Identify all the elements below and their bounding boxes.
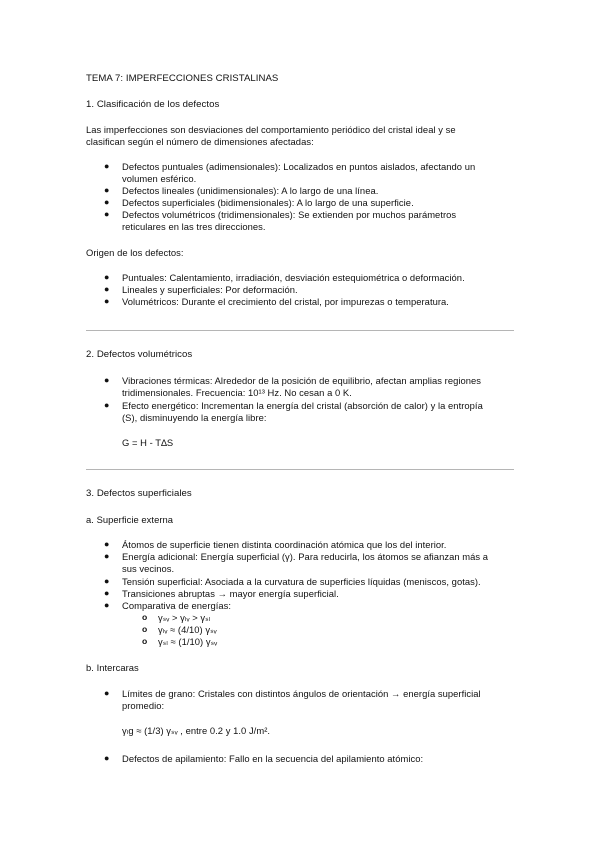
list-item: Átomos de superficie tienen distinta coordinación atómica que los del interior. xyxy=(122,539,447,550)
list-item: Defectos volumétricos (tridimensionales): Se extienden por muchos parámetros xyxy=(122,209,457,220)
bullet-icon: ● xyxy=(104,688,110,698)
sub-bullet-icon: o xyxy=(142,612,148,622)
bullet-icon: ● xyxy=(104,753,110,763)
subsection-a-label: a. Superficie externa xyxy=(86,514,174,525)
origin-label: Origen de los defectos: xyxy=(86,247,184,258)
list-item-continuation: promedio: xyxy=(122,700,165,711)
list-item-continuation: volumen esférico. xyxy=(122,173,197,184)
list-item: Límites de grano: Cristales con distintos ángulos de orientación → energía superficial xyxy=(122,688,481,699)
list-item-continuation: tridimensionales. Frecuencia: 10¹³ Hz. No cesan a 0 K. xyxy=(122,387,352,398)
list-item: Vibraciones térmicas: Alrededor de la posición de equilibrio, afectan amplias regiones xyxy=(122,375,482,386)
gibbs-formula: G = H - T∆S xyxy=(122,437,174,448)
bullet-icon: ● xyxy=(104,272,110,282)
list-item: Transiciones abruptas → mayor energía superficial. xyxy=(122,588,339,599)
list-item: Defectos superficiales (bidimensionales): A lo largo de una superficie. xyxy=(122,197,414,208)
document-title: TEMA 7: IMPERFECCIONES CRISTALINAS xyxy=(86,73,279,84)
list-item-continuation: (S), disminuyendo la energía libre: xyxy=(122,412,267,423)
section-2-heading: 2. Defectos volumétricos xyxy=(86,349,193,360)
energy-comparison: γₛₗ ≈ (1/10) γₛᵥ xyxy=(158,636,218,647)
bullet-icon: ● xyxy=(104,209,110,219)
energy-comparison: γₗᵥ ≈ (4/10) γₛᵥ xyxy=(158,624,217,635)
bullet-icon: ● xyxy=(104,588,110,598)
section-1-intro-line-1: Las imperfecciones son desviaciones del comportamiento periódico del cristal ideal y se xyxy=(86,124,456,135)
bullet-icon: ● xyxy=(104,600,110,610)
list-item: Tensión superficial: Asociada a la curvatura de superficies líquidas (meniscos, gotas). xyxy=(122,576,481,587)
bullet-icon: ● xyxy=(104,161,110,171)
list-item: Efecto energético: Incrementan la energía del cristal (absorción de calor) y la entropía xyxy=(122,400,483,411)
section-1-intro-line-2: clasifican según el número de dimensiones afectadas: xyxy=(86,136,314,147)
list-item: Puntuales: Calentamiento, irradiación, desviación estequiométrica o deformación. xyxy=(122,272,465,283)
bullet-icon: ● xyxy=(104,539,110,549)
bullet-icon: ● xyxy=(104,551,110,561)
bullet-icon: ● xyxy=(104,197,110,207)
list-item: Defectos lineales (unidimensionales): A lo largo de una línea. xyxy=(122,185,379,196)
sub-bullet-icon: o xyxy=(142,624,148,634)
list-item: Defectos puntuales (adimensionales): Localizados en puntos aislados, afectando un xyxy=(122,161,476,172)
sub-bullet-icon: o xyxy=(142,636,148,646)
bullet-icon: ● xyxy=(104,576,110,586)
bullet-icon: ● xyxy=(104,185,110,195)
subsection-b-label: b. Intercaras xyxy=(86,662,139,673)
section-3-heading: 3. Defectos superficiales xyxy=(86,488,192,499)
list-item: Volumétricos: Durante el crecimiento del cristal, por impurezas o temperatura. xyxy=(122,296,449,307)
list-item-continuation: reticulares en las tres direcciones. xyxy=(122,221,266,232)
energy-comparison: γₛᵥ > γₗᵥ > γₛₗ xyxy=(158,612,211,623)
list-item: Energía adicional: Energía superficial (γ). Para reducirla, los átomos se afianzan más a xyxy=(122,551,489,562)
section-1-heading: 1. Clasificación de los defectos xyxy=(86,99,220,110)
grain-boundary-formula: γₗg ≈ (1/3) γₛᵥ , entre 0.2 y 1.0 J/m². xyxy=(122,725,271,736)
list-item: Lineales y superficiales: Por deformación. xyxy=(122,284,298,295)
list-item: Comparativa de energías: xyxy=(122,600,232,611)
bullet-icon: ● xyxy=(104,400,110,410)
list-item: Defectos de apilamiento: Fallo en la secuencia del apilamiento atómico: xyxy=(122,753,424,764)
horizontal-rule xyxy=(86,330,514,331)
bullet-icon: ● xyxy=(104,375,110,385)
horizontal-rule xyxy=(86,469,514,470)
bullet-icon: ● xyxy=(104,296,110,306)
list-item-continuation: sus vecinos. xyxy=(122,563,175,574)
bullet-icon: ● xyxy=(104,284,110,294)
